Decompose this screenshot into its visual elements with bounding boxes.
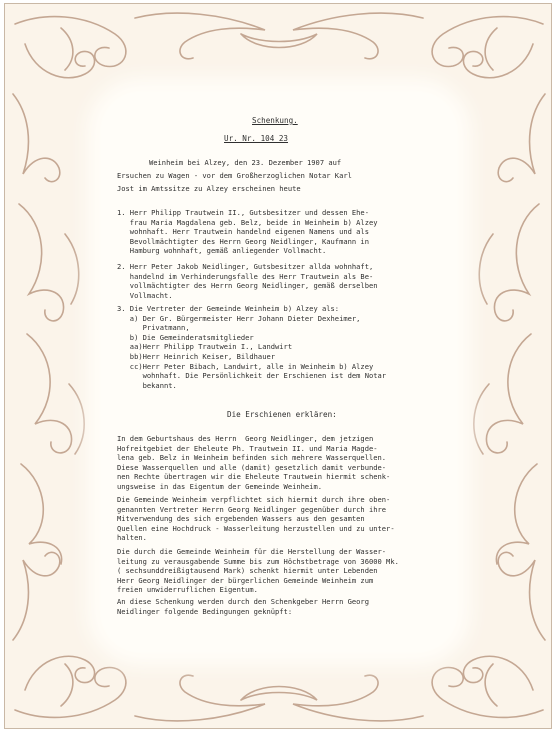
- item-2-line: Vollmacht.: [117, 290, 173, 300]
- item-1-line: frau Maria Magdalena geb. Belz, beide in Weinheim b) Alzey: [117, 217, 378, 227]
- item-1-line: 1. Herr Philipp Trautwein II., Gutsbesitzer und dessen Ehe-: [117, 208, 369, 217]
- item-3-line: Privatmann,: [117, 323, 190, 333]
- paragraph-1-line: In dem Geburtshaus des Herrn Georg Neidlinger, dem jetzigen: [117, 434, 374, 443]
- item-3-line: a) Der Gr. Bürgermeister Herr Johann Dieter Dexheimer,: [117, 313, 361, 323]
- paragraph-1-line: nen Rechte übertragen wir die Eheleute Trautwein hiermit schenk-: [117, 472, 391, 482]
- item-1-line: Bevollmächtigter des Herrn Georg Neidlinger, Kaufmann in: [117, 236, 369, 246]
- paragraph-1-line: lena geb. Belz in Weinheim befinden sich mehrere Wasserquellen.: [117, 453, 387, 463]
- paragraph-3-line: Herr Georg Neidlinger der bürgerlichen Gemeinde Weinheim zum: [117, 575, 374, 585]
- paragraph-2-line: halten.: [117, 533, 147, 543]
- item-3-line: bb)Herr Heinrich Keiser, Bildhauer: [117, 352, 276, 361]
- document-text: [5, 4, 552, 729]
- paragraph-1-line: Hofreitgebiet der Eheleute Ph. Trautwein II. und Maria Magde-: [117, 443, 378, 453]
- document-number: Ur. Nr. 104 23: [224, 134, 289, 143]
- page-frame: [4, 3, 552, 729]
- item-3-line: wohnhaft. Die Persönlichkeit der Erschienen ist dem Notar: [117, 371, 387, 381]
- item-3-line: b) Die Gemeinderatsmitglieder: [117, 332, 254, 342]
- paragraph-3-line: freien unwiderruflichen Eigentum.: [117, 585, 258, 595]
- item-2-line: vollmächtigter des Herrn Georg Neidlinger, gemäß derselben: [117, 281, 378, 291]
- item-3-line: aa)Herr Philipp Trautwein I., Landwirt: [117, 342, 293, 352]
- item-1-line: Hamburg wohnhaft, gemäß anliegender Vollmacht.: [117, 246, 327, 256]
- item-2-line: 2. Herr Peter Jakob Neidlinger, Gutsbesitzer allda wohnhaft,: [117, 262, 374, 271]
- paragraph-2-line: Die Gemeinde Weinheim verpflichtet sich hiermit durch ihre oben-: [117, 495, 391, 504]
- item-2-line: handelnd im Verhinderungsfalle des Herr Trautwein als Be-: [117, 271, 374, 281]
- paragraph-3-line: leitung zu verausgabende Summe bis zum Höchstbetrage von 36000 Mk.: [117, 556, 399, 566]
- paragraph-2-line: genannten Vertreter Herrn Georg Neidlinger gegenüber durch ihre: [117, 504, 387, 514]
- paragraph-2-line: Quellen eine Hochdruck - Wasserleitung herzustellen und zu unter-: [117, 523, 395, 533]
- document-title: Schenkung.: [252, 116, 298, 125]
- item-3-line: 3. Die Vertreter der Gemeinde Weinheim b) Alzey als:: [117, 304, 340, 313]
- item-3-line: cc)Herr Peter Bibach, Landwirt, alle in Weinheim b) Alzey: [117, 361, 374, 371]
- paragraph-2-line: Mitverwendung des sich ergebenden Wassers aus den gesamten: [117, 514, 365, 524]
- item-1-line: wohnhaft. Herr Trautwein handelnd eigenen Namens und als: [117, 227, 369, 237]
- intro-line: Weinheim bei Alzey, den 23. Dezember 1907 auf: [149, 158, 342, 167]
- intro-line: Jost im Amtssitze zu Alzey erscheinen heute: [117, 184, 301, 193]
- intro-line: Ersuchen zu Wagen - vor dem Großherzoglichen Notar Karl: [117, 171, 352, 180]
- paragraph-4-line: Neidlinger folgende Bedingungen geknüpft:: [117, 606, 293, 616]
- paragraph-3-line: ( sechsunddreißigtausend Mark) schenkt hiermit unter Lebenden: [117, 566, 378, 576]
- paragraph-1-line: ungsweise in das Eigentum der Gemeinde Weinheim.: [117, 482, 322, 491]
- paragraph-3-line: Die durch die Gemeinde Weinheim für die Herstellung der Wasser-: [117, 547, 387, 556]
- paragraph-4-line: An diese Schenkung werden durch den Schenkgeber Herrn Georg: [117, 597, 369, 606]
- section-heading: Die Erschienen erklären:: [227, 410, 337, 419]
- item-3-line: bekannt.: [117, 380, 177, 390]
- paragraph-1-line: Diese Wasserquellen und alle (damit) gesetzlich damit verbunde-: [117, 462, 387, 472]
